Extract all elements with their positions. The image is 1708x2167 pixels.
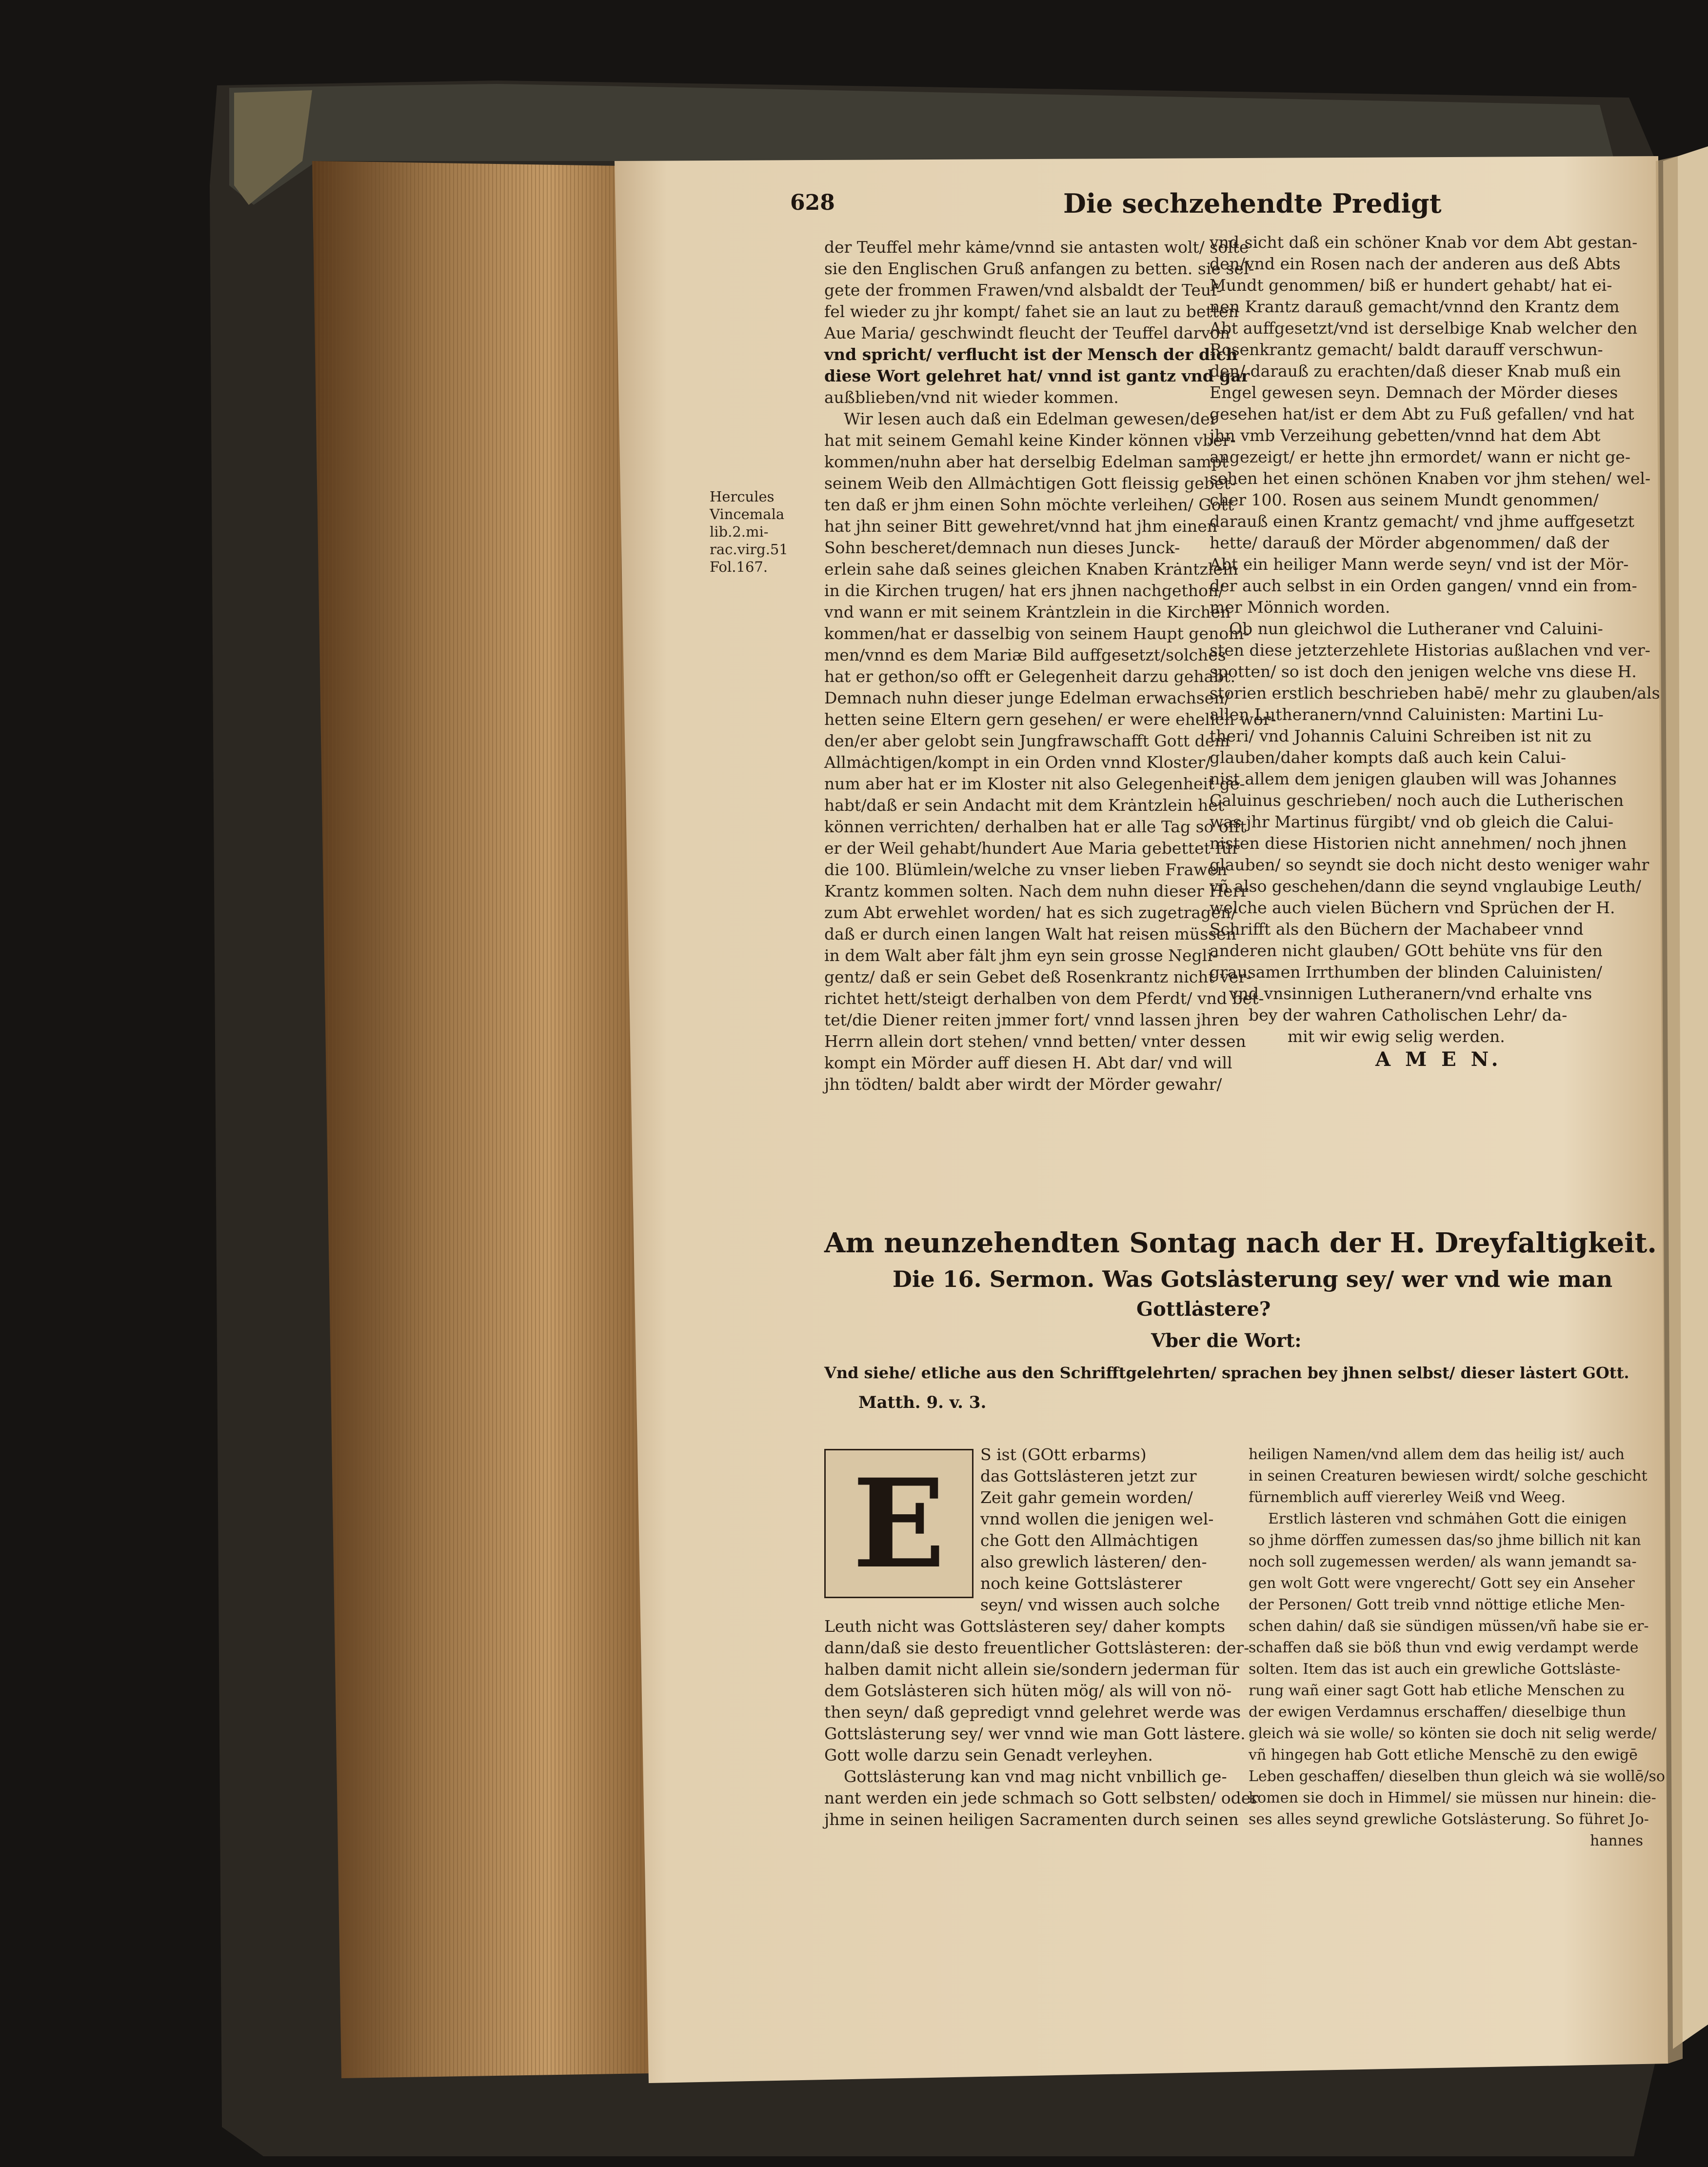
text-line: anderen nicht glauben/ GOtt behüte vns für den bbox=[1210, 941, 1603, 960]
text-line: hat er gethon/so offt er Gelegenheit darzu gehabt. bbox=[824, 667, 1236, 686]
text-line: erlein sahe daß seines gleichen Knaben Krȧntzlein bbox=[824, 560, 1238, 579]
text-line: Gottslȧsterung sey/ wer vnnd wie man Gott lȧstere. bbox=[824, 1724, 1246, 1743]
text-line: then seyn/ daß gepredigt vnnd gelehret werde was bbox=[824, 1703, 1241, 1722]
marginal-note-line: lib.2.mi- bbox=[710, 523, 769, 540]
text-line: ten daß er jhm einen Sohn möchte verleihen/ Gott bbox=[824, 495, 1234, 514]
text-line: fel wieder zu jhr kompt/ fahet sie an laut zu betten bbox=[824, 302, 1239, 321]
text-line: den/ darauß zu erachten/daß dieser Knab muß ein bbox=[1210, 361, 1621, 381]
text-line: schen dahin/ daß sie sündigen müssen/vñ habe sie er- bbox=[1249, 1618, 1649, 1635]
text-line: der auch selbst in ein Orden gangen/ vnnd ein from- bbox=[1210, 576, 1637, 595]
text-line: hetten seine Eltern gern gesehen/ er were ehelich wor- bbox=[824, 710, 1276, 729]
text-line: Demnach nuhn dieser junge Edelman erwachsen/ bbox=[824, 688, 1230, 707]
text-line: Herrn allein dort stehen/ vnnd betten/ vnter dessen bbox=[824, 1032, 1246, 1051]
text-line: hette/ darauß der Mörder abgenommen/ daß der bbox=[1210, 533, 1609, 552]
text-line: Zeit gahr gemein worden/ bbox=[980, 1488, 1193, 1507]
text-line: spotten/ so ist doch den jenigen welche vns diese H. bbox=[1210, 662, 1637, 681]
text-line: den/vnd ein Rosen nach der anderen aus deß Abts bbox=[1210, 254, 1621, 273]
text-line: mit wir ewig selig werden. bbox=[1288, 1027, 1505, 1046]
text-line: A M E N. bbox=[1375, 1048, 1502, 1071]
text-line: der Personen/ Gott treib vnnd nöttige etliche Men- bbox=[1249, 1596, 1625, 1613]
marginal-note-line: Fol.167. bbox=[710, 559, 768, 575]
text-line: gentz/ daß er sein Gebet deß Rosenkrantz nicht ver- bbox=[824, 967, 1252, 986]
text-line: kommen/hat er dasselbig von seinem Haupt genom- bbox=[824, 624, 1250, 643]
text-line: Abt auffgesetzt/vnd ist derselbige Knab welcher den bbox=[1210, 319, 1638, 338]
text-line: solten. Item das ist auch ein grewliche Gottslȧste- bbox=[1249, 1661, 1621, 1678]
text-line: schaffen daß sie böß thun vnd ewig verdampt werde bbox=[1249, 1639, 1639, 1656]
text-line: der ewigen Verdamnus erschaffen/ dieselbige thun bbox=[1249, 1704, 1626, 1721]
text-line: Ob nun gleichwol die Lutheraner vnd Caluini- bbox=[1229, 619, 1603, 638]
text-line: komen sie doch in Himmel/ sie müssen nur hinein: die- bbox=[1249, 1789, 1656, 1806]
text-line: Abt ein heiliger Mann werde seyn/ vnd ist der Mör- bbox=[1210, 555, 1629, 574]
text-line: halben damit nicht allein sie/sondern jederman für bbox=[824, 1660, 1239, 1679]
text-line: Gott wolle darzu sein Genadt verleyhen. bbox=[824, 1746, 1153, 1765]
marginal-note-line: rac.virg.51 bbox=[710, 541, 788, 558]
text-line: seyn/ vnd wissen auch solche bbox=[980, 1595, 1220, 1614]
text-line: jhn tödten/ baldt aber wirdt der Mörder gewahr/ bbox=[824, 1075, 1222, 1094]
running-head: Die sechzehendte Predigt bbox=[1063, 188, 1442, 219]
text-line: Leben geschaffen/ dieselben thun gleich wȧ sie wollē/so bbox=[1249, 1768, 1665, 1785]
text-line: jhn vmb Verzeihung gebetten/vnnd hat dem Abt bbox=[1210, 426, 1601, 445]
text-line: hat jhn seiner Bitt gewehret/vnnd hat jhm einen bbox=[824, 517, 1217, 536]
text-line: dem Gotslȧsteren sich hüten mög/ als will von nö- bbox=[824, 1681, 1232, 1700]
text-line: diese Wort gelehret hat/ vnnd ist gantz vnd gar bbox=[824, 366, 1250, 385]
marginal-note bbox=[710, 488, 788, 576]
text-line: Mundt genommen/ biß er hundert gehabt/ hat ei- bbox=[1210, 276, 1612, 295]
text-line: also grewlich lȧsteren/ den- bbox=[980, 1552, 1207, 1571]
sermon-subtitle: Die 16. Sermon. Was Gotslȧsterung sey/ wer vnd wie man bbox=[893, 1266, 1613, 1292]
text-line: Sohn bescheret/demnach nun dieses Junck- bbox=[824, 538, 1180, 557]
text-line: sten diese jetzterzehlete Historias außlachen vnd ver- bbox=[1210, 641, 1650, 660]
text-line: num aber hat er im Kloster nit also Gelegenheit ge- bbox=[824, 774, 1245, 793]
text-line: dann/daß sie desto freuentlicher Gottslȧsteren: der- bbox=[824, 1638, 1250, 1657]
text-line: was jhr Martinus fürgibt/ vnd ob gleich die Calui- bbox=[1210, 812, 1614, 831]
marginal-note-line: Hercules bbox=[710, 488, 775, 505]
text-line: tet/die Diener reiten jmmer fort/ vnnd lassen jhren bbox=[824, 1010, 1239, 1029]
text-line: vnd sicht daß ein schöner Knab vor dem Abt gestan- bbox=[1210, 233, 1638, 252]
text-line: Aue Maria/ geschwindt fleucht der Teuffel darvon bbox=[824, 323, 1231, 342]
text-line: vnnd wollen die jenigen wel- bbox=[980, 1509, 1214, 1528]
text-line: daß er durch einen langen Walt hat reisen müssen bbox=[824, 924, 1236, 943]
text-line: storien erstlich beschrieben habē/ mehr zu glauben/als bbox=[1210, 683, 1660, 702]
text-line: gete der frommen Frawen/vnd alsbaldt der Teuf- bbox=[824, 281, 1222, 300]
text-line: che Gott den Allmȧchtigen bbox=[980, 1531, 1198, 1550]
text-line: vnd spricht/ verflucht ist der Mensch der dich bbox=[824, 345, 1238, 364]
text-line: bey der wahren Catholischen Lehr/ da- bbox=[1249, 1005, 1568, 1024]
text-line: habt/daß er sein Andacht mit dem Krȧntzlein het bbox=[824, 796, 1225, 815]
initial-letter: E bbox=[852, 1452, 946, 1595]
text-line: der Teuffel mehr kȧme/vnnd sie antasten wolt/ solte bbox=[824, 238, 1249, 257]
text-line: Engel gewesen seyn. Demnach der Mörder dieses bbox=[1210, 383, 1618, 402]
text-line: glauben/ so seyndt sie doch nicht desto weniger wahr bbox=[1210, 855, 1649, 874]
text-line: men/vnnd es dem Mariæ Bild auffgesetzt/solches bbox=[824, 645, 1226, 664]
text-line: angezeigt/ er hette jhn ermordet/ wann er nicht ge- bbox=[1210, 447, 1630, 466]
text-line: er der Weil gehabt/hundert Aue Maria gebettet für bbox=[824, 839, 1240, 858]
text-line: nen Krantz darauß gemacht/vnnd den Krantz dem bbox=[1210, 297, 1620, 316]
text-line: cher 100. Rosen aus seinem Mundt genommen/ bbox=[1210, 490, 1599, 509]
text-line: das Gottslȧsteren jetzt zur bbox=[980, 1466, 1197, 1485]
text-line: welche auch vielen Büchern vnd Sprüchen der H. bbox=[1210, 898, 1615, 917]
text-line: nant werden ein jede schmach so Gott selbsten/ oder bbox=[824, 1788, 1259, 1807]
text-line: Leuth nicht was Gottslȧsteren sey/ daher kompts bbox=[824, 1617, 1226, 1636]
catchword: hannes bbox=[1590, 1832, 1643, 1849]
text-line: darauß einen Krantz gemacht/ vnd jhme auffgesetzt bbox=[1210, 512, 1635, 531]
text-line: vñ also geschehen/dann die seynd vnglaubige Leuth/ bbox=[1210, 877, 1642, 896]
bible-reference: Matth. 9. v. 3. bbox=[858, 1393, 987, 1412]
text-line: seinem Weib den Allmȧchtigen Gott fleissig gebet- bbox=[824, 474, 1236, 493]
text-line: können verrichten/ derhalben hat er alle Tag so offt bbox=[824, 817, 1247, 836]
text-line: Caluinus geschrieben/ noch auch die Lutherischen bbox=[1210, 791, 1624, 810]
text-line: in seinen Creaturen bewiesen wirdt/ solche geschicht bbox=[1249, 1467, 1648, 1485]
text-line: gen wolt Gott were vngerecht/ Gott sey ein Anseher bbox=[1249, 1575, 1635, 1592]
text-line: in dem Walt aber fȧlt jhm eyn sein grosse Negli- bbox=[824, 946, 1218, 965]
page-number: 628 bbox=[790, 190, 835, 215]
sermon-subtitle-cont: Gottlȧstere? bbox=[1136, 1298, 1271, 1321]
text-line: sie den Englischen Gruß anfangen zu betten. sie sel- bbox=[824, 259, 1254, 278]
bible-verse: Vnd siehe/ etliche aus den Schrifftgelehrten/ sprachen bey jhnen selbst/ dieser lȧstert GOtt. bbox=[824, 1364, 1629, 1382]
text-line: grausamen Irrthumben der blinden Caluinisten/ bbox=[1210, 963, 1603, 982]
text-line: glauben/daher kompts daß auch kein Calui- bbox=[1210, 748, 1567, 767]
text-line: außblieben/vnd nit wieder kommen. bbox=[824, 388, 1119, 407]
text-line: Allmȧchtigen/kompt in ein Orden vnnd Kloster/ bbox=[824, 753, 1211, 772]
text-line: mer Mönnich worden. bbox=[1210, 598, 1390, 617]
text-line: so jhme dörffen zumessen das/so jhme billich nit kan bbox=[1249, 1532, 1641, 1549]
text-line: Schrifft als den Büchern der Machabeer vnnd bbox=[1210, 920, 1584, 939]
sermon-title: Am neunzehendten Sontag nach der H. Dreyfaltigkeit. bbox=[824, 1227, 1657, 1259]
text-line: in die Kirchen trugen/ hat ers jhnen nachgethon/ bbox=[824, 581, 1224, 600]
decorated-initial bbox=[824, 1449, 973, 1598]
text-line: jhme in seinen heiligen Sacramenten durch seinen bbox=[824, 1810, 1239, 1829]
text-line: den/er aber gelobt sein Jungfrawschafft Gott dem bbox=[824, 731, 1230, 750]
text-line: nisten diese Historien nicht annehmen/ noch jhnen bbox=[1210, 834, 1627, 853]
text-line: Gottslȧsterung kan vnd mag nicht vnbillich ge- bbox=[844, 1767, 1227, 1786]
text-line: fürnemblich auff viererley Weiß vnd Weeg. bbox=[1249, 1489, 1566, 1506]
text-line: gleich wȧ sie wolle/ so könten sie doch nit selig werde/ bbox=[1249, 1725, 1657, 1742]
text-line: vnd wann er mit seinem Krȧntzlein in die Kirchen bbox=[824, 602, 1231, 622]
text-line: Wir lesen auch daß ein Edelman gewesen/der bbox=[844, 409, 1218, 428]
text-line: allen Lutheranern/vnnd Caluinisten: Martini Lu- bbox=[1210, 705, 1604, 724]
text-line: vnd vnsinnigen Lutheranern/vnd erhalte vns bbox=[1229, 984, 1592, 1003]
text-line: Rosenkrantz gemacht/ baldt darauff verschwun- bbox=[1210, 340, 1603, 359]
text-line: S ist (GOtt erbarms) bbox=[980, 1445, 1147, 1464]
marginal-note-line: Vincemala bbox=[710, 506, 785, 522]
text-line: richtet hett/steigt derhalben von dem Pferdt/ vnd bet- bbox=[824, 989, 1264, 1008]
text-line: kommen/nuhn aber hat derselbig Edelman sampt bbox=[824, 452, 1229, 471]
text-line: hat mit seinem Gemahl keine Kinder können vber- bbox=[824, 431, 1236, 450]
text-line: zum Abt erwehlet worden/ hat es sich zugetragen/ bbox=[824, 903, 1237, 922]
sermon-over-words: Vber die Wort: bbox=[1151, 1329, 1302, 1351]
text-line: noch keine Gottslȧsterer bbox=[980, 1574, 1182, 1593]
text-line: sehen het einen schönen Knaben vor jhm stehen/ wel- bbox=[1210, 469, 1651, 488]
text-line: Erstlich lȧsteren vnd schmȧhen Gott die einigen bbox=[1268, 1510, 1627, 1527]
text-line: noch soll zugemessen werden/ als wann jemandt sa- bbox=[1249, 1553, 1637, 1570]
text-line: theri/ vnd Johannis Caluini Schreiben ist nit zu bbox=[1210, 726, 1592, 745]
text-line: die 100. Blümlein/welche zu vnser lieben Frawen bbox=[824, 860, 1228, 879]
text-line: gesehen hat/ist er dem Abt zu Fuß gefallen/ vnd hat bbox=[1210, 404, 1634, 423]
text-line: ses alles seynd grewliche Gotslȧsterung. So führet Jo- bbox=[1249, 1811, 1649, 1828]
text-line: kompt ein Mörder auff diesen H. Abt dar/ vnd will bbox=[824, 1053, 1232, 1072]
text-line: heiligen Namen/vnd allem dem das heilig ist/ auch bbox=[1249, 1446, 1625, 1463]
text-line: rung wañ einer sagt Gott hab etliche Menschen zu bbox=[1249, 1682, 1625, 1699]
text-line: vñ hingegen hab Gott etliche Menschē zu den ewigē bbox=[1249, 1746, 1638, 1764]
text-line: nist allem dem jenigen glauben will was Johannes bbox=[1210, 769, 1617, 788]
text-line: Krantz kommen solten. Nach dem nuhn dieser Herr bbox=[824, 882, 1249, 901]
